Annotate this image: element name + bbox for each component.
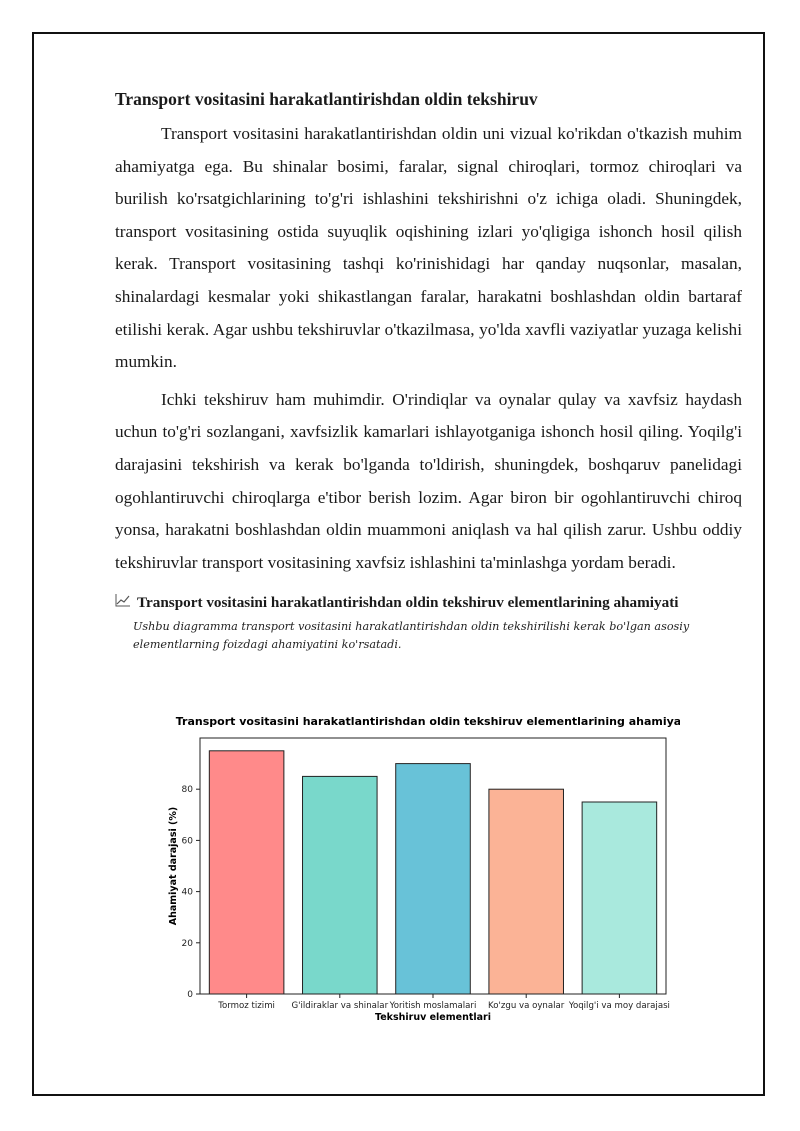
y-tick-label-0: 0 bbox=[187, 990, 193, 1000]
section-heading: Transport vositasini harakatlantirishdan oldin tekshiruv bbox=[115, 89, 538, 109]
x-tick-label-3: Yoritish moslamalari bbox=[389, 1001, 477, 1011]
y-tick-label-60: 60 bbox=[181, 836, 193, 847]
chart bbox=[160, 710, 680, 1030]
x-tick-label-1: Tormoz tizimi bbox=[218, 1001, 275, 1011]
bar-2 bbox=[303, 776, 378, 994]
bar-5 bbox=[582, 802, 657, 994]
figure-caption: Ushbu diagramma transport vositasini harakatlantirishdan oldin tekshirilishi kerak bo'lgan asosiy elementlarning foizdagi ahamiyatini ko'rsatadi. bbox=[133, 620, 690, 652]
chart-title: Transport vositasini harakatlantirishdan oldin tekshiruv elementlarining ahamiyati bbox=[175, 715, 680, 728]
bar-4 bbox=[489, 789, 564, 994]
y-axis-label: Ahamiyat darajasi (%) bbox=[168, 806, 179, 926]
x-axis-label: Tekshiruv elementlari bbox=[375, 1012, 491, 1023]
bar-1 bbox=[209, 751, 284, 994]
y-tick-label-40: 40 bbox=[181, 887, 193, 898]
chart-line-icon bbox=[115, 593, 131, 612]
paragraph-1: Transport vositasini harakatlantirishdan oldin uni vizual ko'rikdan o'tkazish muhim ahamiyatga ega. Bu shinalar bosimi, faralar, signal chiroqlari, tormoz chiroqlari va burilish ko'rsatgichlarining to'g'ri ishlashini tekshirishni o'z ichiga oladi. Shuningdek, transport vositasining ostida suyuqlik oqishining izlari yo'qligiga ishonch hosil qilish kerak. Transport vositasining tashqi ko'rinishidagi har qanday nuqsonlar, masalan, shinalardagi kesmalar yoki shikastlangan faralar, harakatni boshlashdan oldin bartaraf etilishi kerak. Agar ushbu tekshiruvlar o'tkazilmasa, yo'lda xavfli vaziyatlar yuzaga kelishi mumkin. bbox=[115, 124, 742, 372]
bar-chart-svg bbox=[160, 710, 680, 1030]
document-body bbox=[115, 86, 742, 654]
x-tick-label-2: G'ildiraklar va shinalar bbox=[291, 1001, 389, 1011]
figure-title bbox=[115, 593, 742, 612]
x-tick-label-5: Yoqilg'i va moy darajasi bbox=[568, 1001, 670, 1011]
paragraph-2: Ichki tekshiruv ham muhimdir. O'rindiqlar va oynalar qulay va xavfsiz haydash uchun to'g'ri sozlangani, xavfsizlik kamarlari ishlayotganiga ishonch hosil qiling. Yoqilg'i darajasini tekshirish va kerak bo'lganda to'ldirish, shuningdek, boshqaruv panelidagi ogohlantiruvchi chiroqlarga e'tibor berish lozim. Agar biron bir ogohlantiruvchi chiroq yonsa, harakatni boshlashdan oldin muammoni aniqlash va hal qilish zarur. Ushbu oddiy tekshiruvlar transport vositasining xavfsiz ishlashini ta'minlashga yordam beradi. bbox=[115, 389, 742, 572]
y-tick-label-20: 20 bbox=[181, 938, 193, 949]
figure-title-text: Transport vositasini harakatlantirishdan oldin tekshiruv elementlarining ahamiyati bbox=[137, 593, 679, 611]
bar-3 bbox=[396, 764, 471, 994]
y-tick-label-80: 80 bbox=[181, 785, 193, 796]
x-tick-label-4: Ko'zgu va oynalar bbox=[488, 1001, 565, 1011]
